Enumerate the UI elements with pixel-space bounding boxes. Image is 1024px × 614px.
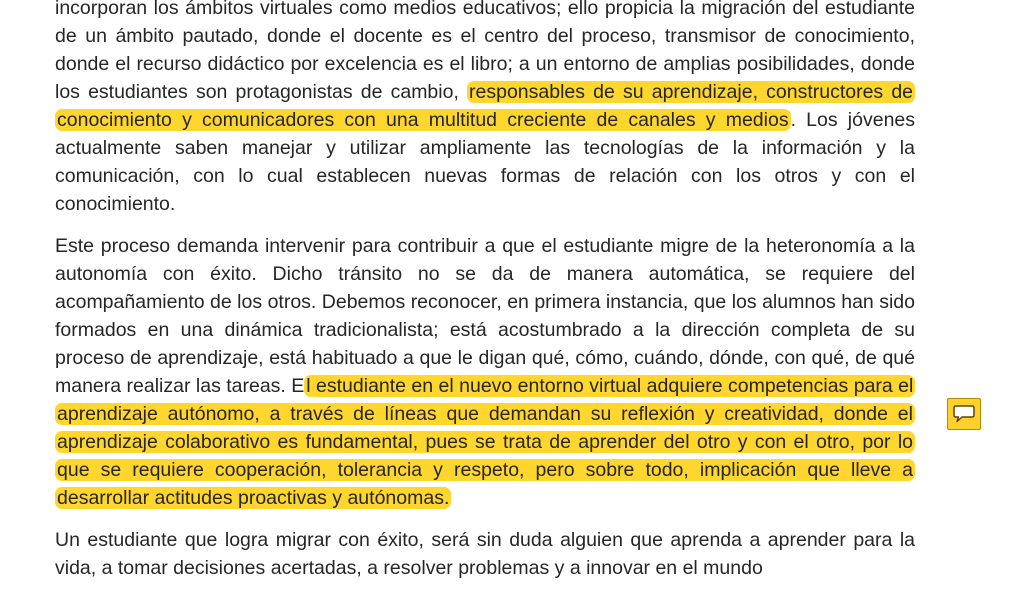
paragraph-2 bbox=[55, 232, 915, 512]
paragraph-3-text: Un estudiante que logra migrar con éxito, será sin duda alguien que aprenda a aprender para la vida, a tomar decisiones acertadas, a resolver problemas y a innovar en el mundo bbox=[55, 529, 915, 579]
paragraph-1-text-before: incorporan los ámbitos virtuales como medios educativos; ello propicia la migración del estudiante de un ámbito pautado, donde el docente es el centro del proceso, transmisor de conocimiento, donde el recurso didáctico por excelencia es el libro; a un entorno de amplias posibilidades, donde los estudiantes son protagonistas de cambio, bbox=[55, 0, 915, 103]
paragraph-1-text-after: . Los jóvenes actualmente saben manejar y utilizar ampliamente las tecnologías de la información y la comunicación, con lo cual establecen nuevas formas de relación con los otros y con el conocimiento. bbox=[55, 109, 916, 215]
paragraph-2-text-before: Este proceso demanda intervenir para contribuir a que el estudiante migre de la heteronomía a la autonomía con éxito. Dicho tránsito no se da de manera automática, se requiere del acompañamiento de los otros. Debemos reconocer, en primera instancia, que los alumnos han sido formados en una dinámica tradicionalista; está acostumbrado a la dirección completa de su proceso de aprendizaje, está habituado a que le digan qué, cómo, cuándo, dónde, con qué, de qué manera realizar las tareas. E bbox=[55, 235, 915, 397]
comment-icon[interactable] bbox=[947, 398, 981, 430]
paragraph-2-highlight[interactable]: l estudiante en el nuevo entorno virtual adquiere competencias para el aprendizaje autónomo, a través de líneas que demandan su reflexión y creatividad, donde el aprendizaje colaborativo es fundamental, pues se trata de aprender del otro y con el otro, por lo que se requiere cooperación, tolerancia y respeto, pero sobre todo, implicación que lleve a desarrollar actitudes proactivas y autónomas. bbox=[57, 375, 914, 509]
paragraph-1-highlight[interactable]: responsables de su aprendizaje, constructores de conocimiento y comunicadores con una multitud creciente de canales y medios bbox=[57, 81, 914, 131]
document-body bbox=[55, 0, 915, 596]
paragraph-3 bbox=[55, 526, 915, 582]
speech-bubble-icon bbox=[952, 404, 976, 424]
paragraph-1 bbox=[55, 0, 915, 218]
